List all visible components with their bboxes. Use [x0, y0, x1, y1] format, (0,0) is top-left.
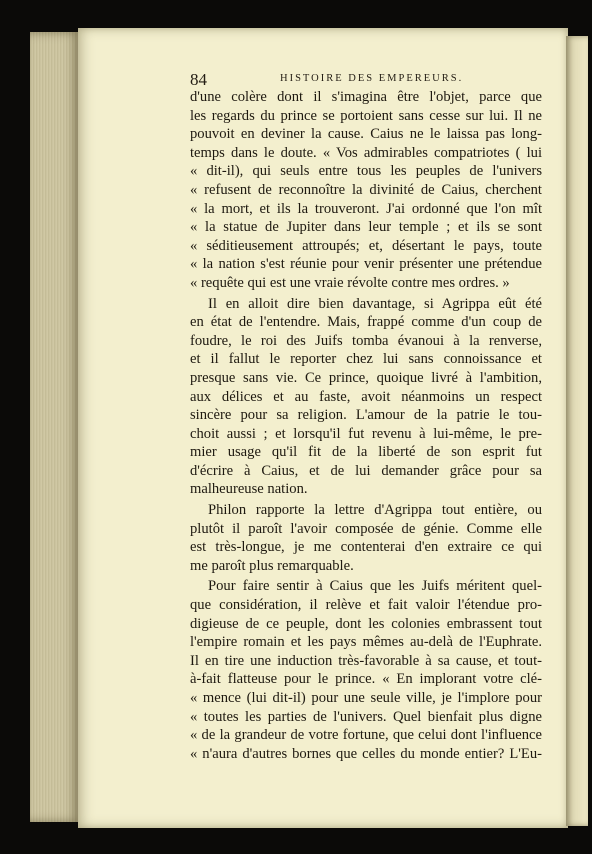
facing-page-edge — [566, 36, 588, 826]
text-line: digieuse de ce peuple, dont les colonies embrassent tout — [190, 615, 542, 632]
text-line: Il en alloit dire bien davantage, si Agrippa eût été — [208, 295, 542, 312]
text-line: « n'aura d'autres bornes que celles du monde entier? L'Eu- — [190, 745, 542, 762]
text-line: foudre, le roi des Juifs tomba évanoui à la renverse, — [190, 332, 542, 349]
text-line: l'empire romain et les pays mêmes au-delà de l'Euphrate. — [190, 634, 542, 651]
text-line: Pour faire sentir à Caius que les Juifs méritent quel- — [208, 578, 542, 595]
text-line: « requête qui est une vraie révolte contre mes ordres. » — [190, 274, 510, 291]
text-line: d'écrire à Caius, et de lui demander grâce pour sa — [190, 462, 542, 479]
text-line: me paroît plus remarquable. — [190, 557, 354, 574]
text-line: « la nation s'est réunie pour venir présenter une prétendue — [190, 256, 542, 273]
text-line: choit aussi ; et lorsqu'il fut revenu à lui-même, le pre- — [190, 425, 542, 442]
text-line: « dit-il), qui seuls entre tous les peuples de l'univers — [190, 163, 542, 180]
paragraph-4 — [190, 577, 542, 763]
text-line: « la mort, et ils la trouveront. J'ai ordonné que l'on mît — [190, 200, 542, 217]
text-line: Philon rapporte la lettre d'Agrippa tout entière, ou — [208, 502, 542, 519]
text-line: Il en tire une induction très-favorable à sa cause, et tout- — [190, 652, 542, 669]
text-line: « de la grandeur de votre fortune, que celui dont l'influence — [190, 727, 542, 744]
page-number: 84 — [190, 70, 207, 89]
text-line: presque sans vie. Ce prince, quoique livré à l'ambition, — [190, 369, 542, 386]
paragraph-3 — [190, 501, 542, 575]
body-text — [190, 88, 542, 763]
text-line: temps dans le doute. « Vos admirables compatriotes ( lui — [190, 144, 542, 161]
text-line: « toutes les parties de l'univers. Quel bienfait plus digne — [190, 708, 542, 725]
text-line: plutôt il paroît l'avoir composée de génie. Comme elle — [190, 520, 542, 537]
text-line: d'une colère dont il s'imagina être l'objet, parce que — [190, 89, 542, 105]
text-line: en état de l'entendre. Mais, frappé comme d'un coup de — [190, 314, 542, 331]
paragraph-2 — [190, 295, 542, 500]
text-line: malheureuse nation. — [190, 481, 308, 498]
page-stack-edge — [30, 32, 80, 822]
text-line: « mence (lui dit-il) pour une seule ville, je l'implore pour — [190, 690, 542, 706]
text-line: mier usage qu'il fit de la liberté de son esprit fut — [190, 444, 542, 461]
text-line: « la statue de Jupiter dans leur temple ; et ils se sont — [190, 219, 542, 236]
text-line: pouvoit en deviner la cause. Caius ne le laissa pas long- — [190, 126, 542, 143]
text-line: les regards du prince se portoient sans cesse sur lui. Il ne — [190, 107, 542, 124]
text-line: à-fait flatteuse pour le prince. « En implorant votre clé- — [190, 671, 542, 688]
text-line: sincère pour sa religion. L'amour de la patrie le tou- — [190, 407, 542, 424]
text-line: aux délices et au faste, avoit néanmoins un respect — [190, 388, 542, 405]
text-line: « séditieusement attroupés; et, désertant le pays, toute — [190, 237, 542, 254]
text-line: est très-longue, je me contenterai d'en extraire ce qui — [190, 539, 542, 556]
running-title: HISTOIRE DES EMPEREURS. — [280, 73, 464, 84]
paragraph-1 — [190, 88, 542, 293]
text-line: que considération, il relève et fait valoir l'étendue pro- — [190, 597, 542, 614]
text-line: et il fallut le reporter chez lui sans connoissance et — [190, 351, 542, 368]
text-line: « refusent de reconnoître la divinité de Caius, cherchent — [190, 181, 542, 198]
